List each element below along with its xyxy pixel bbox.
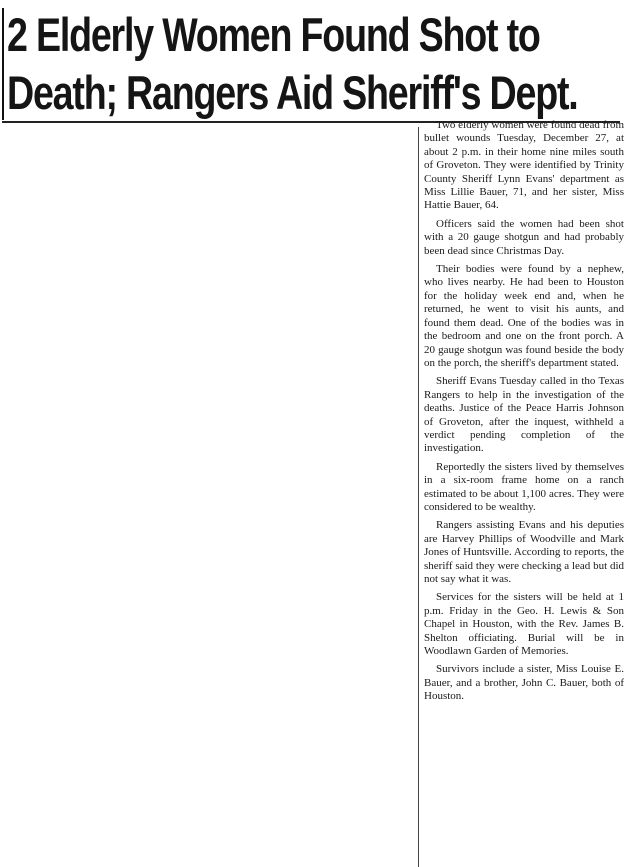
article-paragraph: Sheriff Evans Tuesday called in tho Texas Rangers to help in the investigation of the deaths. Justice of the Peace Harris Johnson of Groveton, after the inquest, withheld a verdict pending completion of the investigation. bbox=[424, 375, 624, 455]
article-paragraph: Two elderly women were found dead from bullet wounds Tuesday, December 27, at about 2 p.m. in their home nine miles south of Groveton. They were identified by Trinity County Sheriff Lynn Evans' department as Miss Lillie Bauer, 71, and her sister, Miss Hattie Bauer, 64. bbox=[424, 119, 624, 212]
article-paragraph: Officers said the women had been shot with a 20 gauge shotgun and had probably been dead since Christmas Day. bbox=[424, 217, 624, 257]
headline-line-1: 2 Elderly Women Found Shot to bbox=[7, 8, 540, 61]
article-body bbox=[424, 119, 624, 709]
column-divider bbox=[418, 127, 419, 867]
headline-line-2: Death; Rangers Aid Sheriff's Dept. bbox=[7, 66, 578, 119]
headline bbox=[7, 6, 578, 122]
article-paragraph: Reportedly the sisters lived by themselves in a six-room frame home on a ranch estimated to be about 1,100 acres. They were considered to be wealthy. bbox=[424, 460, 624, 513]
article-paragraph: Survivors include a sister, Miss Louise E. Bauer, and a brother, John C. Bauer, both of Houston. bbox=[424, 663, 624, 703]
article-paragraph: Their bodies were found by a nephew, who lives nearby. He had been to Houston for the holiday week end and, when he returned, he went to visit his aunts, and found them dead. One of the bodies was in the bedroom and one on the front porch. A 20 gauge shotgun was found beside the body on the porch, the sheriff's department stated. bbox=[424, 263, 624, 369]
left-border-rule bbox=[2, 8, 4, 120]
article-paragraph: Services for the sisters will be held at 1 p.m. Friday in the Geo. H. Lewis & Son Chapel in Houston, with the Rev. James B. Shelton officiating. Burial will be in Woodlawn Garden of Memories. bbox=[424, 591, 624, 658]
article-paragraph: Rangers assisting Evans and his deputies are Harvey Phillips of Woodville and Mark Jones of Huntsville. According to reports, the sheriff said they were checking a lead but did not say what it was. bbox=[424, 519, 624, 585]
